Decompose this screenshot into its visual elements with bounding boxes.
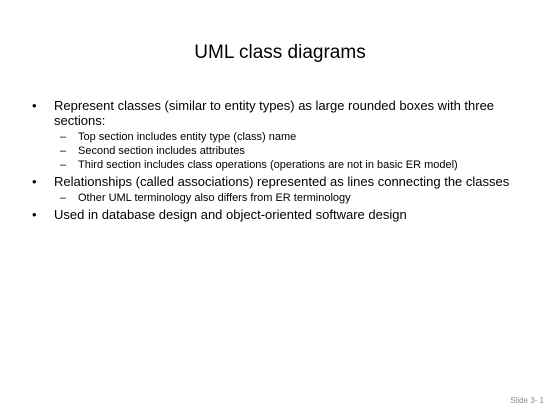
bullet-text: Relationships (called associations) represented as lines connecting the classes (54, 174, 510, 189)
bullet-text: Represent classes (similar to entity types) as large rounded boxes with three sections: (54, 98, 495, 128)
sub-bullet-marker: – (60, 131, 67, 143)
sub-bullet-item (54, 144, 532, 158)
bullet-marker: • (32, 98, 37, 113)
sub-bullet-text: Top section includes entity type (class) name (78, 131, 297, 143)
bullet-list (32, 98, 532, 224)
slide-title: UML class diagrams (194, 42, 366, 63)
sub-bullet-text: Other UML terminology also differs from ER terminology (78, 192, 351, 204)
bullet-marker: • (32, 207, 37, 222)
bullet-item (32, 174, 532, 205)
bullet-item (32, 98, 532, 172)
sub-bullet-list (54, 191, 532, 205)
bullet-marker: • (32, 174, 37, 189)
sub-bullet-text: Third section includes class operations (operations are not in basic ER model) (78, 159, 458, 171)
sub-bullet-marker: – (60, 192, 67, 204)
sub-bullet-marker: – (60, 145, 67, 157)
sub-bullet-marker: – (60, 159, 67, 171)
sub-bullet-text: Second section includes attributes (78, 145, 245, 157)
sub-bullet-item (54, 191, 532, 205)
sub-bullet-item (54, 130, 532, 144)
bullet-item (32, 207, 532, 222)
sub-bullet-list (54, 130, 532, 172)
bullet-text: Used in database design and object-oriented software design (54, 207, 407, 222)
slide-number: Slide 3- 1 (510, 396, 544, 405)
sub-bullet-item (54, 158, 532, 172)
